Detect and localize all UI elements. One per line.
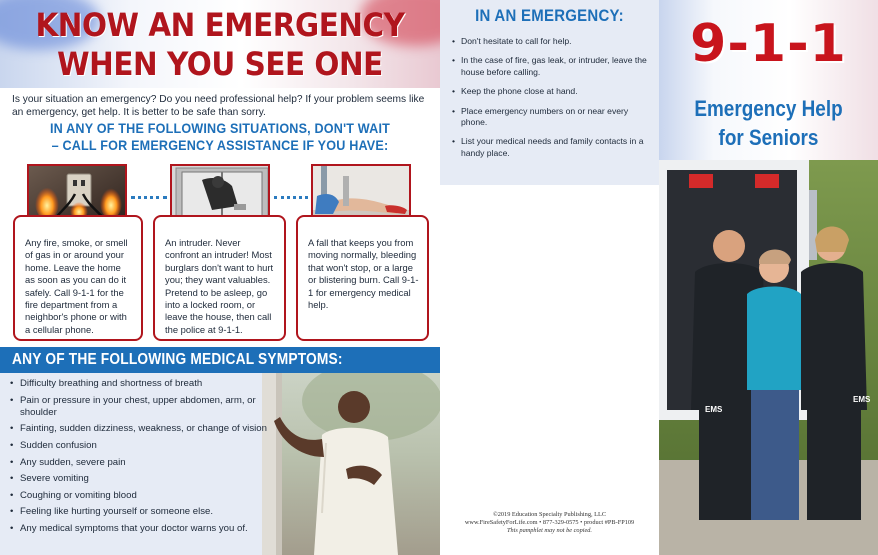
situation-card-text: A fall that keeps you from moving normally, bleeding that won't stop, or a large or blistering burn. Call 9-1-1 for emergency medical help.: [308, 237, 419, 311]
right-panel: [659, 0, 878, 555]
big-911-title: 9-1-1: [690, 14, 847, 74]
list-item: • Sudden confusion: [8, 440, 286, 452]
ems-patch-label: EMS: [705, 405, 723, 414]
connector-dots: [131, 196, 167, 199]
emergency-tips-list: [452, 36, 652, 167]
copyright-line: ©2019 Education Specialty Publishing, LLC: [492, 511, 607, 518]
list-item: • Pain or pressure in your chest, upper abdomen, arm, or shoulder: [8, 395, 286, 419]
situations-heading-line-1: IN ANY OF THE FOLLOWING SITUATIONS, DON'T WAIT: [49, 120, 391, 136]
ems-team-photo: [659, 160, 878, 555]
connector-dots: [274, 196, 308, 199]
middle-panel: [440, 0, 659, 555]
publisher-footer: [440, 511, 659, 536]
list-item: • Any sudden, severe pain: [8, 457, 286, 469]
situation-card-text: Any fire, smoke, or smell of gas in or around your home. Leave the home as soon as you can do it safely. Call 9-1-1 for the fire department from a neighbor's phone or with a cellular phone.: [25, 237, 128, 335]
list-item: • Severe vomiting: [8, 473, 286, 485]
situation-card: [153, 215, 286, 341]
ems-patch-label: EMS: [853, 395, 871, 404]
situations-heading-line-2: – CALL FOR EMERGENCY ASSISTANCE IF YOU HAVE:: [51, 137, 389, 153]
emergency-tips-title: IN AN EMERGENCY:: [475, 6, 624, 25]
list-item: • Don't hesitate to call for help.: [452, 36, 652, 47]
list-item: • List your medical needs and family contacts in a handy place.: [452, 136, 652, 159]
list-item: • In the case of fire, gas leak, or intruder, leave the house before calling.: [452, 55, 652, 78]
list-item: • Difficulty breathing and shortness of breath: [8, 378, 286, 390]
headline: [18, 6, 423, 84]
situation-card: [13, 215, 143, 341]
copy-notice: This pamphlet may not be copied.: [507, 527, 592, 535]
cover-subtitle-line-2: for Seniors: [718, 125, 819, 150]
contact-line: www.FireSafetyForLife.com • 877-329-0575 • product #PB-FP109: [464, 519, 635, 527]
situation-card-text: An intruder. Never confront an intruder! Most burglars don't want to hurt you; they want valuables. Pretend to be asleep, go into a locked room, or leave the house, then call the police at 9-1-1.: [165, 237, 274, 335]
list-item: • Coughing or vomiting blood: [8, 490, 286, 502]
chest-pain-illustration: [262, 373, 440, 555]
headline-line-2: WHEN YOU SEE ONE: [57, 45, 383, 83]
cover-subtitle-line-1: Emergency Help: [694, 96, 843, 121]
cover-subtitle: [674, 94, 862, 152]
situation-card: [296, 215, 429, 341]
list-item: • Keep the phone close at hand.: [452, 86, 652, 97]
headline-line-1: KNOW AN EMERGENCY: [35, 6, 405, 44]
list-item: • Place emergency numbers on or near every phone.: [452, 106, 652, 129]
symptoms-list: [8, 378, 286, 540]
situations-heading: [22, 120, 418, 154]
list-item: • Fainting, sudden dizziness, weakness, or change of vision: [8, 423, 286, 435]
list-item: • Feeling like hurting yourself or someone else.: [8, 506, 286, 518]
intro-paragraph: Is your situation an emergency? Do you need professional help? If your problem seems like an emergency, get help. It is better to be safe than sorry.: [12, 94, 425, 118]
chest-pain-photo: [262, 373, 440, 555]
ems-team-illustration: [659, 160, 878, 555]
list-item: • Any medical symptoms that your doctor warns you of.: [8, 523, 286, 535]
symptoms-header: [0, 347, 440, 373]
symptoms-title: ANY OF THE FOLLOWING MEDICAL SYMPTOMS:: [12, 351, 343, 368]
